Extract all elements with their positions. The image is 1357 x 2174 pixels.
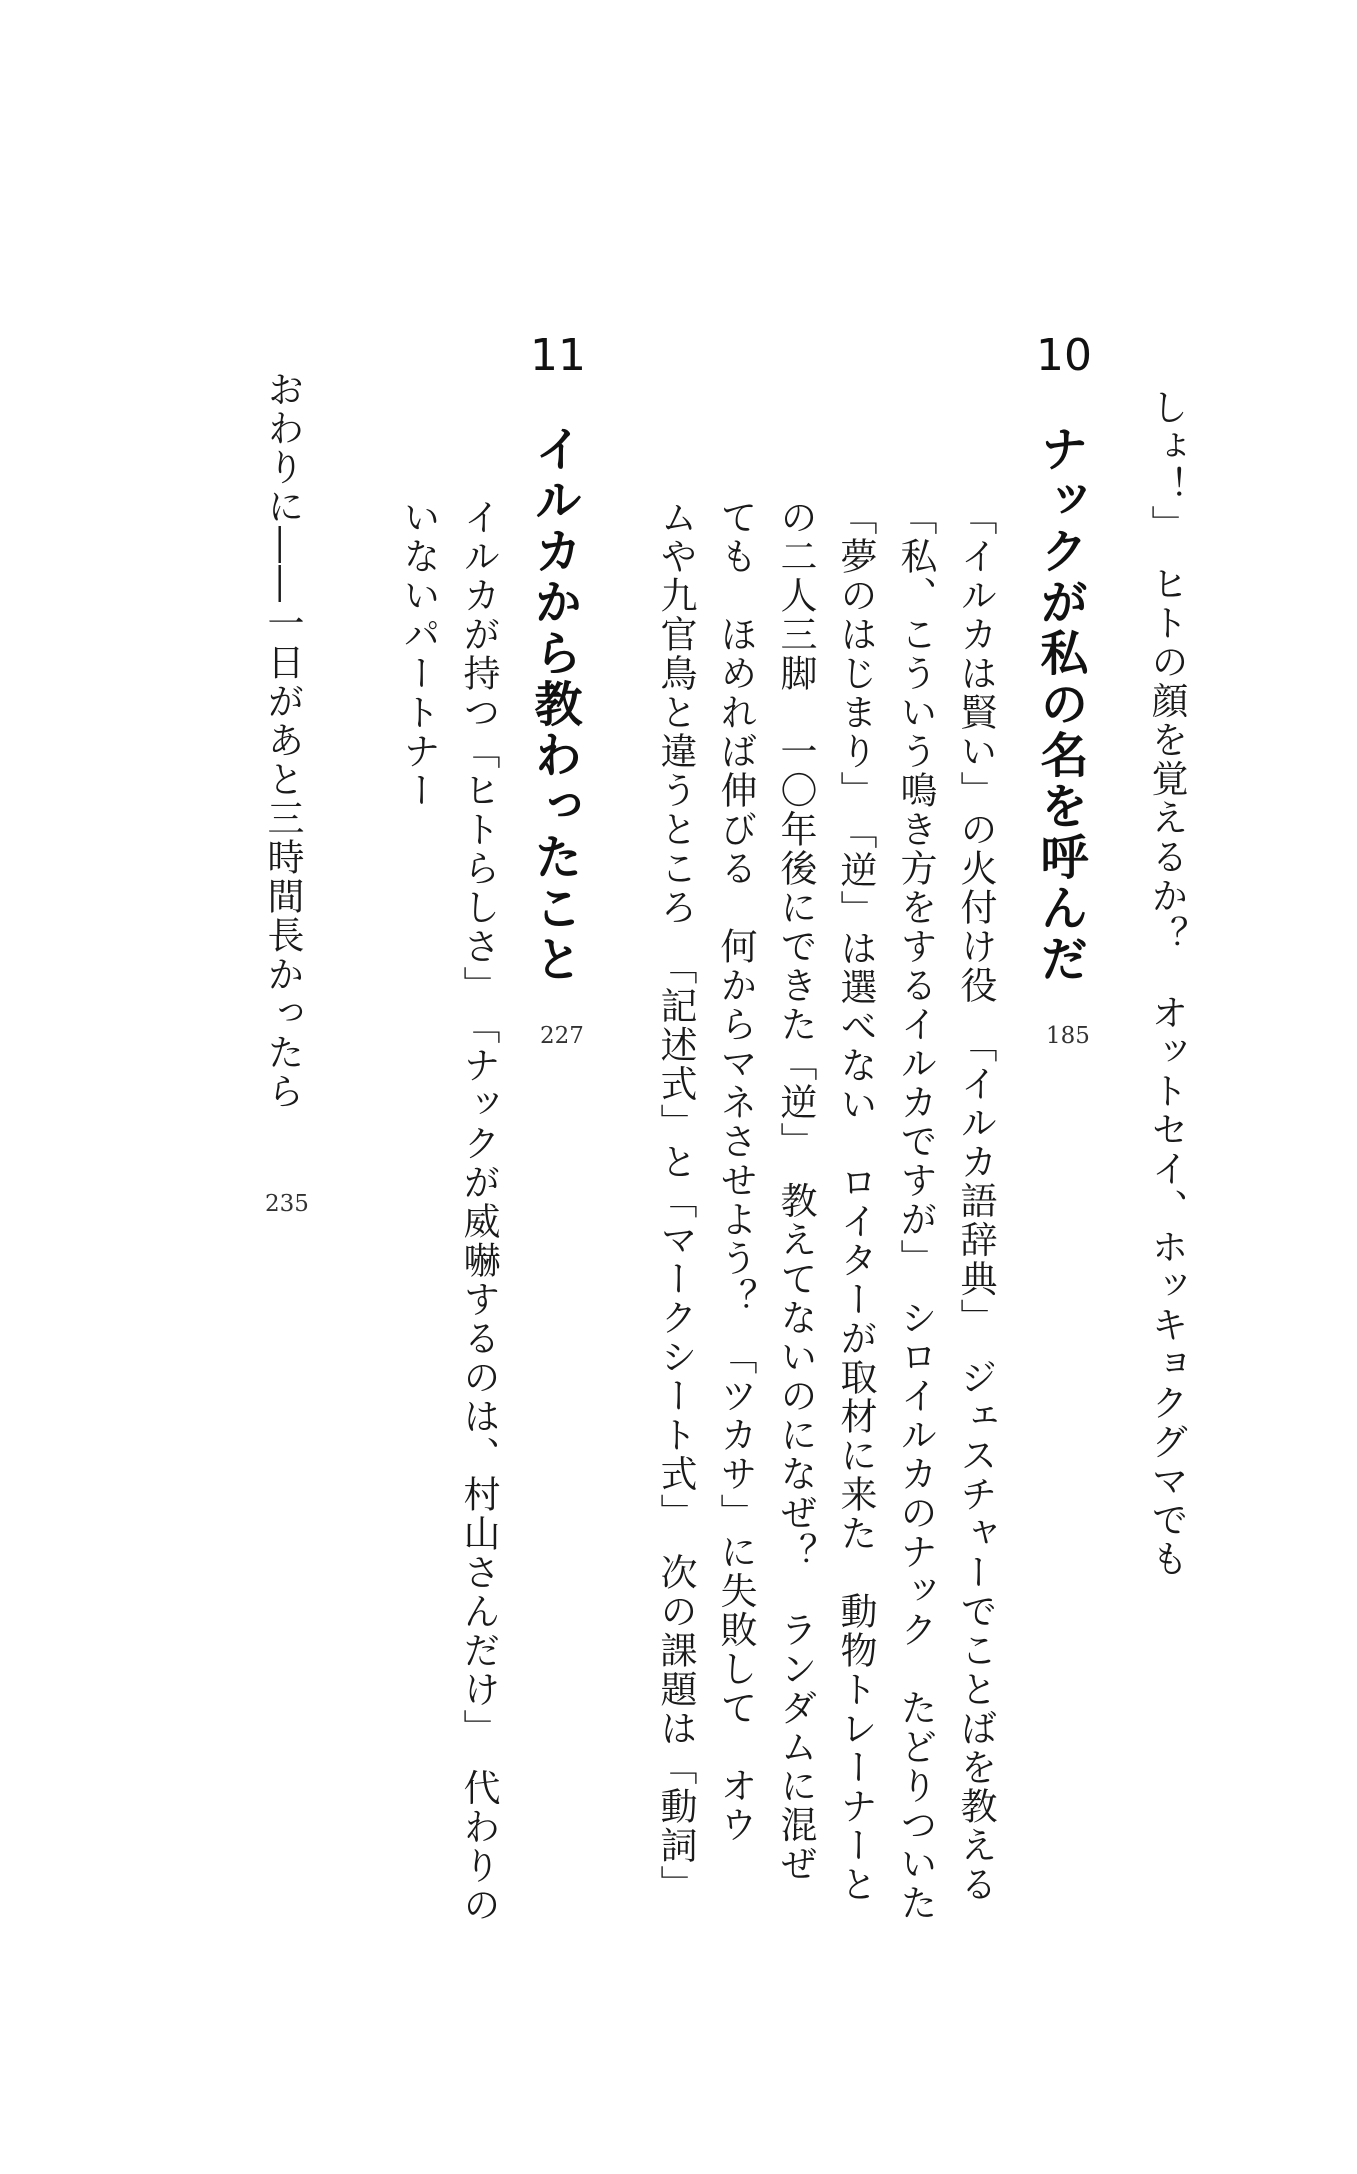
chapter-10-title[interactable]: ナックが私の名を呼んだ [1032,424,1088,985]
chapter-10-number: 10 [1036,330,1092,381]
chapter-11-title[interactable]: イルカから教わったこと [526,424,582,985]
toc-continuation-line: しょ！」 ヒトの顔を覚えるか？ オットセイ、ホッキョクグマでも [1145,388,1188,1579]
chapter-11-summary-line: イルカが持つ「ヒトらしさ」 「ナックが威嚇するのは、村山さんだけ」 代わりの [457,498,500,1925]
chapter-10-summary-line: 「夢のはじまり」 「逆」は選べない ロイターが取材に来た 動物トレーナーと [834,498,877,1904]
chapter-10-summary-line: ても ほめれば伸びる 何からマネさせよう？ 「ツカサ」に失敗して オウ [714,498,757,1845]
chapter-10-summary-line: 「私、こういう鳴き方をするイルカですが」 シロイルカのナック たどりついた [894,498,937,1923]
chapter-10-summary-line: の二人三脚 一〇年後にできた「逆」 教えてないのになぜ？ ランダムに混ぜ [774,498,817,1884]
afterword-page-number: 235 [265,1191,309,1217]
chapter-11-page-number: 227 [540,1023,584,1049]
chapter-11-summary-line: いないパートナー [397,498,440,810]
chapter-11-number: 11 [530,330,586,381]
chapter-10-summary-line: 「イルカは賢い」の火付け役 「イルカ語辞典」 ジェスチャーでことばを教える [954,498,997,1904]
chapter-10-summary-line: ムや九官鳥と違うところ 「記述式」と「マークシート式」 次の課題は「動詞」 [654,498,697,1904]
chapter-10-page-number: 185 [1046,1023,1090,1049]
afterword-title[interactable]: おわりに――一日があと三時間長かったら [261,370,304,1111]
